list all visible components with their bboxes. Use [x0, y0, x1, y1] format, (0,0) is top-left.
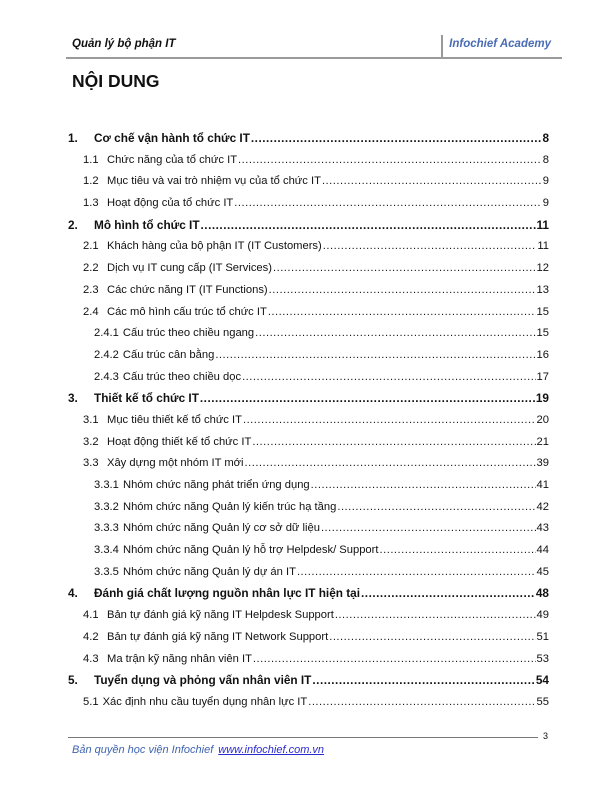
- toc-page: 20: [536, 413, 549, 426]
- toc-title: Các mô hình cấu trúc tổ chức IT: [107, 305, 267, 318]
- toc-number: 4.2: [83, 630, 99, 643]
- toc-title: Hoạt động thiết kế tổ chức IT: [107, 435, 252, 448]
- dot-leader: [255, 323, 535, 345]
- toc-number: 3.3.5: [94, 565, 119, 578]
- toc-page: 55: [536, 695, 549, 708]
- toc-page: 19: [535, 391, 549, 406]
- dot-leader: [273, 258, 536, 280]
- toc-title: Mô hình tổ chức IT: [94, 217, 200, 232]
- website-link[interactable]: www.infochief.com.vn: [218, 744, 325, 756]
- toc-page: 53: [536, 652, 549, 665]
- header-title: Quản lý bộ phận IT: [72, 38, 176, 50]
- dot-leader: [311, 475, 536, 497]
- toc-number: 3.1: [83, 413, 99, 426]
- table-of-contents: [68, 128, 549, 714]
- toc-entry[interactable]: [68, 432, 549, 454]
- toc-title: Xác định nhu cầu tuyển dụng nhân lực IT: [102, 695, 308, 708]
- toc-number: 2.4.2: [94, 348, 119, 361]
- page-title: NỘI DUNG: [72, 71, 160, 91]
- toc-title: Thiết kế tổ chức IT: [94, 391, 199, 406]
- toc-page: 12: [536, 262, 549, 275]
- toc-entry[interactable]: [68, 128, 549, 150]
- toc-entry[interactable]: [68, 388, 549, 410]
- toc-entry[interactable]: [68, 540, 549, 562]
- dot-leader: [268, 302, 536, 324]
- toc-entry[interactable]: [68, 649, 549, 671]
- dot-leader: [308, 692, 535, 714]
- toc-number: 3.3.2: [94, 500, 119, 513]
- toc-title: Cấu trúc theo chiều dọc: [122, 370, 242, 383]
- dot-leader: [245, 453, 536, 475]
- toc-page: 54: [535, 673, 549, 688]
- toc-page: 42: [536, 500, 549, 513]
- toc-entry[interactable]: [68, 215, 549, 237]
- dot-leader: [329, 627, 535, 649]
- toc-entry[interactable]: [68, 302, 549, 324]
- dot-leader: [323, 236, 537, 258]
- dot-leader: [215, 345, 535, 367]
- toc-page: 11: [536, 217, 549, 232]
- toc-entry[interactable]: [68, 670, 549, 692]
- toc-title: Bản tự đánh giá kỹ năng IT Helpdesk Support: [107, 609, 334, 622]
- toc-title: Nhóm chức năng Quản lý cơ sở dữ liệu: [123, 522, 320, 535]
- dot-leader: [251, 128, 542, 150]
- toc-number: 1.3: [83, 197, 99, 210]
- toc-title: Nhóm chức năng Quản lý hỗ trợ Helpdesk/ Support: [123, 544, 379, 557]
- toc-entry[interactable]: [68, 692, 549, 714]
- dot-leader: [243, 410, 536, 432]
- toc-number: 4.1: [83, 609, 99, 622]
- toc-title: Các chức năng IT (IT Functions): [107, 283, 268, 296]
- toc-page: 15: [536, 305, 549, 318]
- toc-number: 1.: [68, 131, 78, 145]
- toc-title: Đánh giá chất lượng nguồn nhân lực IT hiện tại: [94, 586, 361, 601]
- toc-number: 5.1: [83, 695, 99, 708]
- toc-number: 2.2: [83, 262, 99, 275]
- toc-page: 8: [542, 131, 549, 145]
- toc-number: 2.4: [83, 305, 99, 318]
- dot-leader: [242, 367, 535, 389]
- toc-page: 48: [535, 586, 549, 601]
- page-number: 3: [543, 731, 549, 741]
- toc-title: Mục tiêu và vai trò nhiệm vụ của tổ chức IT: [107, 175, 321, 188]
- dot-leader: [335, 605, 536, 627]
- dot-leader: [238, 150, 542, 172]
- toc-number: 2.4.1: [94, 327, 119, 340]
- toc-entry[interactable]: [68, 627, 549, 649]
- toc-number: 1.1: [83, 153, 99, 166]
- header-rule: [66, 57, 562, 59]
- dot-leader: [201, 215, 536, 237]
- toc-title: Nhóm chức năng Quản lý kiến trúc hạ tầng: [123, 500, 337, 513]
- toc-number: 2.4.3: [94, 370, 119, 383]
- toc-number: 3.3.1: [94, 479, 119, 491]
- toc-title: Tuyển dụng và phỏng vấn nhân viên IT: [94, 673, 312, 688]
- dot-leader: [322, 171, 542, 193]
- toc-number: 4.: [68, 586, 78, 601]
- toc-number: 5.: [68, 673, 78, 688]
- toc-title: Chức năng của tổ chức IT: [107, 153, 238, 166]
- toc-page: 43: [536, 522, 549, 535]
- dot-leader: [321, 518, 536, 540]
- toc-number: 3.3.4: [94, 544, 119, 557]
- toc-entry[interactable]: [68, 583, 549, 605]
- toc-number: 1.2: [83, 175, 99, 188]
- toc-entry[interactable]: [68, 280, 549, 302]
- toc-title: Dịch vụ IT cung cấp (IT Services): [107, 262, 272, 275]
- toc-number: 3.: [68, 391, 78, 406]
- toc-entry[interactable]: [68, 171, 549, 193]
- toc-entry[interactable]: [68, 345, 549, 367]
- toc-entry[interactable]: [68, 236, 549, 258]
- toc-page: 8: [542, 153, 549, 166]
- toc-number: 3.3.3: [94, 522, 119, 535]
- toc-title: Ma trận kỹ năng nhân viên IT: [107, 652, 252, 665]
- dot-leader: [200, 388, 535, 410]
- toc-page: 9: [542, 197, 549, 210]
- dot-leader: [361, 583, 535, 605]
- toc-title: Nhóm chức năng phát triển ứng dụng: [123, 479, 310, 491]
- toc-entry[interactable]: [68, 475, 549, 497]
- dot-leader: [253, 649, 536, 671]
- toc-page: 39: [536, 457, 549, 470]
- copyright-text: Bản quyền học viện Infochief: [72, 744, 214, 756]
- toc-page: 15: [536, 327, 549, 340]
- header-brand: Infochief Academy: [449, 38, 551, 50]
- dot-leader: [252, 432, 535, 454]
- toc-page: 44: [536, 544, 549, 557]
- toc-number: 2.: [68, 217, 78, 232]
- dot-leader: [337, 497, 535, 519]
- toc-title: Cơ chế vận hành tổ chức IT: [94, 131, 250, 145]
- dot-leader: [380, 540, 536, 562]
- toc-entry[interactable]: [68, 193, 549, 215]
- toc-entry[interactable]: [68, 453, 549, 475]
- toc-entry[interactable]: [68, 605, 549, 627]
- footer-rule: [68, 737, 538, 738]
- toc-title: Khách hàng của bộ phận IT (IT Customers): [107, 240, 322, 253]
- toc-entry[interactable]: [68, 410, 549, 432]
- toc-page: 17: [536, 370, 549, 383]
- toc-number: 2.1: [83, 240, 99, 253]
- toc-number: 3.3: [83, 457, 99, 470]
- toc-entry[interactable]: [68, 518, 549, 540]
- header-separator: [441, 35, 443, 59]
- toc-entry[interactable]: [68, 150, 549, 172]
- toc-page: 16: [536, 348, 549, 361]
- toc-number: 2.3: [83, 283, 99, 296]
- dot-leader: [297, 562, 536, 584]
- toc-title: Mục tiêu thiết kế tổ chức IT: [107, 413, 242, 426]
- dot-leader: [234, 193, 541, 215]
- toc-title: Bản tự đánh giá kỹ năng IT Network Support: [107, 630, 329, 643]
- toc-title: Nhóm chức năng Quản lý dự án IT: [123, 565, 296, 578]
- dot-leader: [269, 280, 536, 302]
- toc-page: 49: [536, 609, 549, 622]
- toc-page: 9: [542, 175, 549, 188]
- toc-title: Hoạt động của tổ chức IT: [107, 197, 234, 210]
- toc-page: 21: [536, 435, 549, 448]
- toc-page: 51: [536, 630, 549, 643]
- toc-entry[interactable]: [68, 497, 549, 519]
- toc-title: Cấu trúc theo chiều ngang: [122, 327, 255, 340]
- toc-page: 41: [536, 479, 549, 491]
- toc-entry[interactable]: [68, 323, 549, 345]
- toc-number: 4.3: [83, 652, 99, 665]
- toc-entry[interactable]: [68, 562, 549, 584]
- toc-number: 3.2: [83, 435, 99, 448]
- toc-page: 13: [536, 283, 549, 296]
- toc-entry[interactable]: [68, 367, 549, 389]
- toc-page: 45: [536, 565, 549, 578]
- dot-leader: [312, 670, 534, 692]
- toc-title: Xây dựng một nhóm IT mới: [107, 457, 244, 470]
- toc-entry[interactable]: [68, 258, 549, 280]
- toc-title: Cấu trúc cân bằng: [122, 348, 215, 361]
- toc-page: 11: [537, 240, 549, 253]
- footer-text: [72, 744, 324, 756]
